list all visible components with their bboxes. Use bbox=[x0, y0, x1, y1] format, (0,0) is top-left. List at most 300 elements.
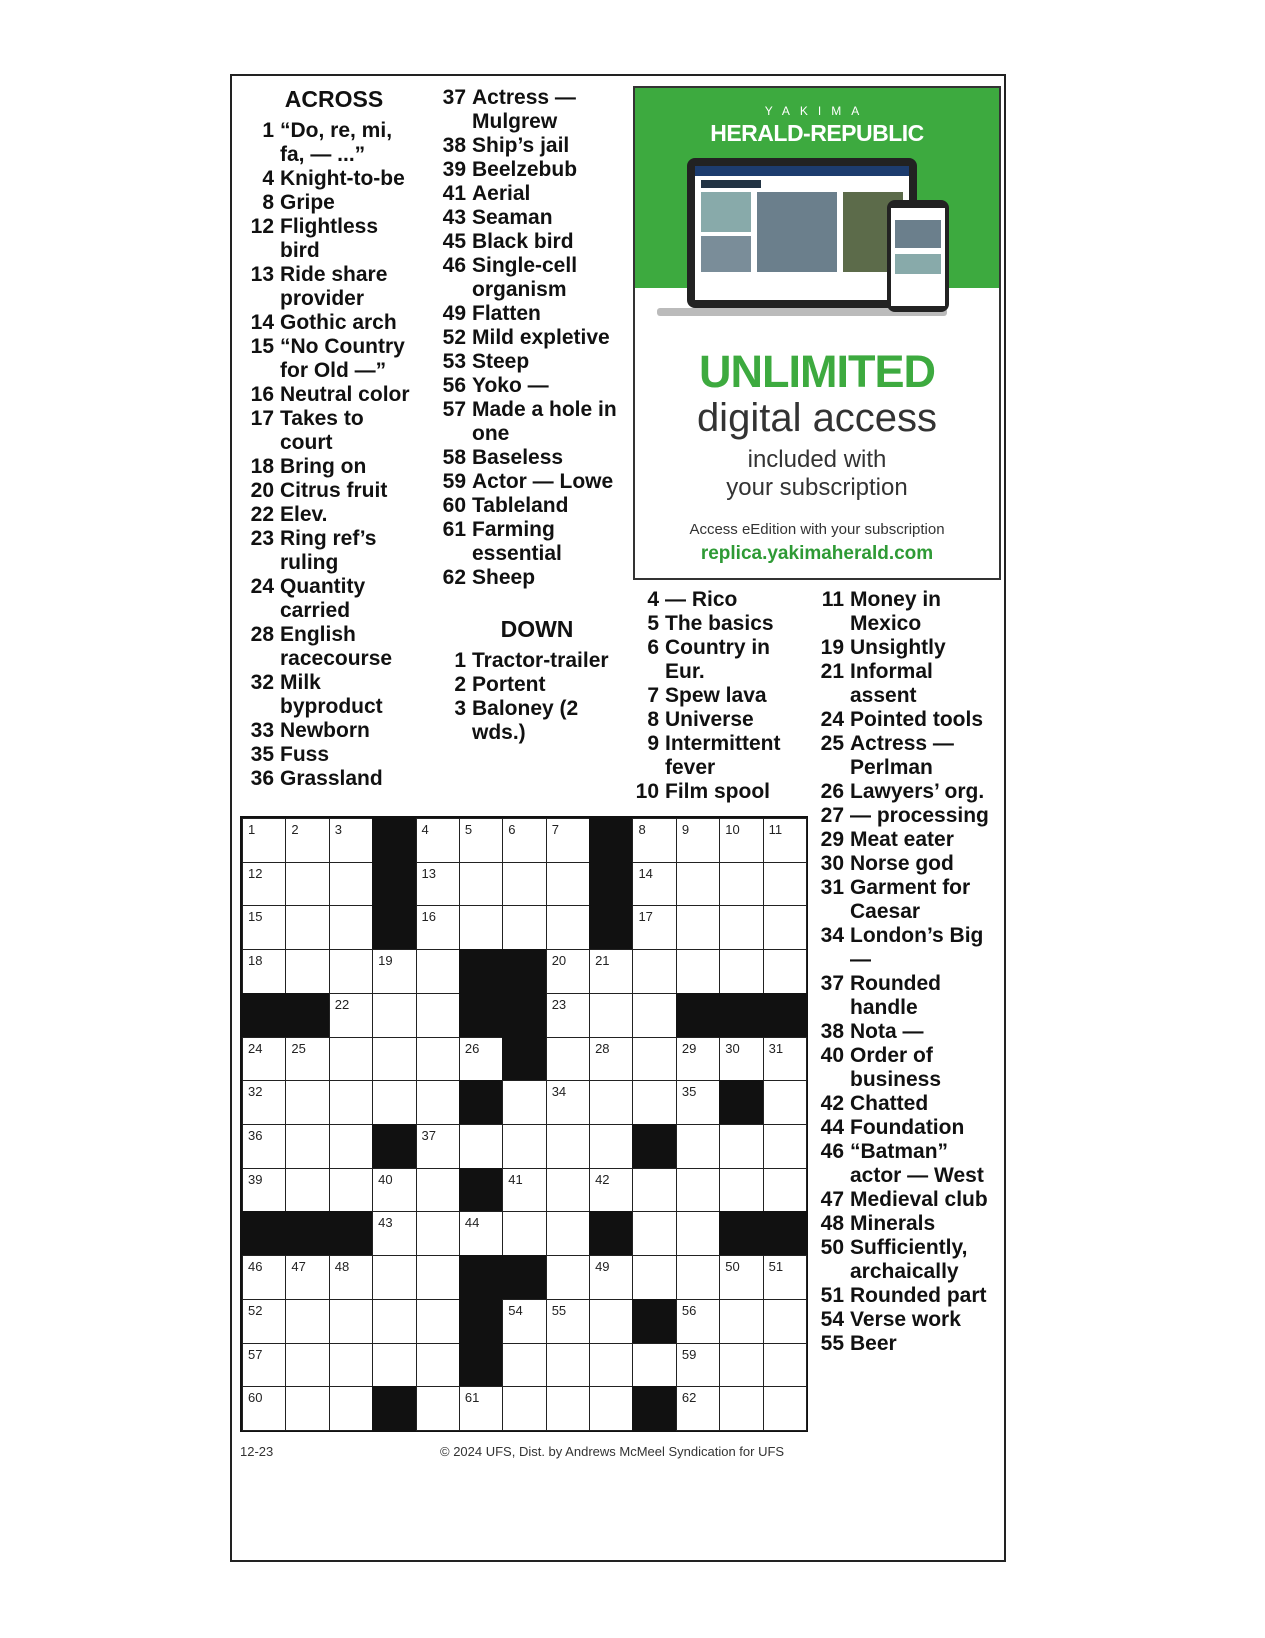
grid-cell[interactable] bbox=[242, 1299, 286, 1344]
grid-cell[interactable] bbox=[329, 862, 373, 907]
grid-cell[interactable] bbox=[372, 993, 416, 1038]
cell-number: 5 bbox=[464, 822, 473, 837]
clue-down-col4 bbox=[810, 1212, 1005, 1236]
clue-text: Verse work bbox=[850, 1308, 961, 1331]
grid-block bbox=[242, 993, 286, 1038]
grid-cell[interactable] bbox=[763, 1168, 807, 1213]
grid-cell[interactable] bbox=[719, 1037, 763, 1082]
grid-block bbox=[459, 1299, 503, 1344]
grid-cell[interactable] bbox=[763, 949, 807, 994]
clue-text: Informal assent bbox=[850, 660, 933, 707]
grid-cell[interactable] bbox=[285, 1386, 329, 1431]
cell-number: 50 bbox=[725, 1259, 740, 1275]
grid-cell[interactable] bbox=[676, 1124, 720, 1169]
grid-cell[interactable] bbox=[546, 1386, 590, 1431]
grid-cell[interactable] bbox=[502, 818, 546, 863]
cell-number: 61 bbox=[464, 1390, 480, 1406]
cell-number: 23 bbox=[551, 996, 567, 1012]
clue-text: Actress — Mulgrew bbox=[472, 86, 576, 133]
grid-cell[interactable] bbox=[676, 905, 720, 950]
clue-text: Beelzebub bbox=[472, 158, 578, 181]
grid-cell[interactable] bbox=[763, 1124, 807, 1169]
clue-text: Made a hole in one bbox=[472, 398, 617, 445]
grid-cell[interactable] bbox=[676, 1343, 720, 1388]
down-column-3 bbox=[625, 588, 805, 804]
clue-text: Ship’s jail bbox=[472, 134, 570, 157]
clue-text: Gripe bbox=[280, 191, 335, 214]
grid-cell[interactable] bbox=[502, 862, 546, 907]
grid-cell[interactable] bbox=[459, 905, 503, 950]
grid-cell[interactable] bbox=[589, 993, 633, 1038]
grid-cell[interactable] bbox=[242, 1255, 286, 1300]
grid-cell[interactable] bbox=[763, 1255, 807, 1300]
grid-cell[interactable] bbox=[589, 1080, 633, 1125]
grid-cell[interactable] bbox=[416, 1343, 460, 1388]
grid-block bbox=[719, 993, 763, 1038]
grid-cell[interactable] bbox=[285, 949, 329, 994]
clue-number: 47 bbox=[820, 1188, 844, 1211]
clue-down-col4 bbox=[810, 924, 1005, 972]
cell-number: 22 bbox=[334, 996, 350, 1012]
clue-text: Country in Eur. bbox=[665, 636, 770, 683]
grid-cell[interactable] bbox=[372, 1343, 416, 1388]
grid-cell[interactable] bbox=[329, 1386, 373, 1431]
clue-number: 38 bbox=[820, 1020, 844, 1043]
cell-number: 13 bbox=[421, 865, 436, 881]
cell-number: 57 bbox=[248, 1346, 263, 1362]
clue-number: 23 bbox=[250, 527, 274, 550]
clue-number: 25 bbox=[820, 732, 844, 755]
clue-text: Gothic arch bbox=[280, 311, 397, 334]
clue-number: 62 bbox=[442, 566, 466, 589]
clue-text: Seaman bbox=[472, 206, 553, 229]
cell-number: 10 bbox=[725, 822, 740, 837]
grid-cell[interactable] bbox=[285, 905, 329, 950]
grid-cell[interactable] bbox=[589, 1299, 633, 1344]
grid-cell[interactable] bbox=[459, 862, 503, 907]
grid-cell[interactable] bbox=[372, 1255, 416, 1300]
clue-number: 60 bbox=[442, 494, 466, 517]
clue-down-col4 bbox=[810, 852, 1005, 876]
grid-cell[interactable] bbox=[416, 1255, 460, 1300]
clue-text: Actor — Lowe bbox=[472, 470, 614, 493]
grid-cell[interactable] bbox=[416, 1211, 460, 1256]
grid-cell[interactable] bbox=[416, 1037, 460, 1082]
clue-across-col2 bbox=[432, 470, 622, 494]
grid-cell[interactable] bbox=[546, 1037, 590, 1082]
grid-cell[interactable] bbox=[676, 949, 720, 994]
grid-cell[interactable] bbox=[372, 949, 416, 994]
grid-cell[interactable] bbox=[502, 1124, 546, 1169]
grid-cell[interactable] bbox=[546, 1124, 590, 1169]
grid-cell[interactable] bbox=[329, 1255, 373, 1300]
grid-cell[interactable] bbox=[546, 949, 590, 994]
clue-text: Grassland bbox=[280, 767, 383, 790]
grid-cell[interactable] bbox=[285, 1037, 329, 1082]
grid-cell[interactable] bbox=[719, 818, 763, 863]
grid-cell[interactable] bbox=[329, 1168, 373, 1213]
grid-cell[interactable] bbox=[242, 905, 286, 950]
clue-down-col2 bbox=[432, 673, 622, 697]
grid-cell[interactable] bbox=[546, 1080, 590, 1125]
clue-across-col1 bbox=[240, 407, 410, 455]
grid-cell[interactable] bbox=[632, 818, 676, 863]
clue-text: Black bird bbox=[472, 230, 574, 253]
clue-across-col2 bbox=[432, 446, 622, 470]
cell-number: 42 bbox=[595, 1171, 610, 1187]
clue-number: 32 bbox=[250, 671, 274, 694]
ad-url-link[interactable]: replica.yakimaherald.com bbox=[700, 543, 934, 564]
grid-cell[interactable] bbox=[632, 1255, 676, 1300]
clue-text: Farming essential bbox=[472, 518, 562, 565]
grid-cell[interactable] bbox=[502, 1211, 546, 1256]
grid-cell[interactable] bbox=[676, 862, 720, 907]
clue-text: Sufficiently, archaically bbox=[850, 1236, 968, 1283]
clue-number: 33 bbox=[250, 719, 274, 742]
grid-block bbox=[676, 993, 720, 1038]
clue-down-col4 bbox=[810, 1236, 1005, 1284]
grid-cell[interactable] bbox=[763, 1080, 807, 1125]
clue-across-col1 bbox=[240, 383, 410, 407]
grid-cell[interactable] bbox=[372, 1080, 416, 1125]
clue-text: Ride share provider bbox=[280, 263, 388, 310]
clue-number: 26 bbox=[820, 780, 844, 803]
grid-cell[interactable] bbox=[329, 1299, 373, 1344]
clue-across-col2 bbox=[432, 182, 622, 206]
grid-cell[interactable] bbox=[242, 949, 286, 994]
clue-down-col4 bbox=[810, 660, 1005, 708]
grid-cell[interactable] bbox=[589, 1386, 633, 1431]
grid-cell[interactable] bbox=[285, 862, 329, 907]
grid-cell[interactable] bbox=[242, 862, 286, 907]
ad-headline: UNLIMITED bbox=[699, 346, 935, 397]
grid-cell[interactable] bbox=[546, 1168, 590, 1213]
clue-down-col3 bbox=[625, 732, 805, 780]
clue-number: 4 bbox=[262, 167, 274, 190]
clue-number: 41 bbox=[442, 182, 466, 205]
grid-cell[interactable] bbox=[676, 1037, 720, 1082]
grid-cell[interactable] bbox=[372, 1211, 416, 1256]
clue-number: 24 bbox=[820, 708, 844, 731]
grid-cell[interactable] bbox=[719, 1168, 763, 1213]
clue-number: 54 bbox=[820, 1308, 844, 1331]
grid-cell[interactable] bbox=[546, 1211, 590, 1256]
cell-number: 32 bbox=[248, 1084, 263, 1100]
grid-cell[interactable] bbox=[546, 818, 590, 863]
grid-block bbox=[589, 862, 633, 907]
grid-cell[interactable] bbox=[676, 818, 720, 863]
grid-cell[interactable] bbox=[416, 1386, 460, 1431]
grid-cell[interactable] bbox=[502, 905, 546, 950]
clue-number: 14 bbox=[250, 311, 274, 334]
clue-across-col2 bbox=[432, 398, 622, 446]
cell-number: 1 bbox=[248, 822, 256, 837]
grid-cell[interactable] bbox=[416, 993, 460, 1038]
grid-cell[interactable] bbox=[632, 905, 676, 950]
grid-cell[interactable] bbox=[285, 1168, 329, 1213]
clue-down-col4 bbox=[810, 1188, 1005, 1212]
clue-number: 3 bbox=[454, 697, 466, 720]
grid-block bbox=[459, 949, 503, 994]
grid-cell[interactable] bbox=[632, 949, 676, 994]
grid-cell[interactable] bbox=[329, 993, 373, 1038]
ad-your-subscription: your subscription bbox=[726, 474, 908, 501]
ad-included-with: included with bbox=[747, 446, 887, 473]
cell-number: 51 bbox=[768, 1259, 784, 1275]
cell-number: 7 bbox=[551, 822, 559, 837]
grid-cell[interactable] bbox=[763, 862, 807, 907]
grid-cell[interactable] bbox=[329, 1037, 373, 1082]
cell-number: 24 bbox=[248, 1040, 263, 1056]
clue-text: Flatten bbox=[472, 302, 541, 325]
grid-block bbox=[372, 818, 416, 863]
grid-cell[interactable] bbox=[285, 1124, 329, 1169]
clue-down-col3 bbox=[625, 684, 805, 708]
grid-cell[interactable] bbox=[242, 1080, 286, 1125]
cell-number: 47 bbox=[291, 1259, 306, 1275]
grid-block bbox=[372, 1386, 416, 1431]
clue-number: 36 bbox=[250, 767, 274, 790]
grid-cell[interactable] bbox=[763, 905, 807, 950]
clue-down-col3 bbox=[625, 612, 805, 636]
clue-number: 42 bbox=[820, 1092, 844, 1115]
cell-number: 30 bbox=[725, 1040, 740, 1056]
grid-cell[interactable] bbox=[329, 1124, 373, 1169]
cell-number: 37 bbox=[421, 1128, 436, 1143]
clue-text: Minerals bbox=[850, 1212, 936, 1235]
clue-number: 8 bbox=[647, 708, 659, 731]
grid-cell[interactable] bbox=[589, 949, 633, 994]
clue-across-col2 bbox=[432, 374, 622, 398]
clue-number: 16 bbox=[250, 383, 274, 406]
clue-text: Meat eater bbox=[850, 828, 954, 851]
clue-across-col1 bbox=[240, 191, 410, 215]
grid-cell[interactable] bbox=[372, 1299, 416, 1344]
grid-cell[interactable] bbox=[632, 862, 676, 907]
grid-cell[interactable] bbox=[502, 1080, 546, 1125]
grid-cell[interactable] bbox=[416, 1080, 460, 1125]
clue-down-col4 bbox=[810, 972, 1005, 1020]
cell-number: 52 bbox=[248, 1302, 263, 1318]
grid-cell[interactable] bbox=[719, 1124, 763, 1169]
grid-block bbox=[502, 1037, 546, 1082]
grid-cell[interactable] bbox=[676, 1168, 720, 1213]
grid-cell[interactable] bbox=[459, 818, 503, 863]
grid-cell[interactable] bbox=[632, 1343, 676, 1388]
grid-cell[interactable] bbox=[632, 993, 676, 1038]
crossword-grid[interactable] bbox=[240, 816, 808, 1432]
clue-text: Chatted bbox=[850, 1092, 929, 1115]
grid-cell[interactable] bbox=[285, 818, 329, 863]
grid-cell[interactable] bbox=[416, 949, 460, 994]
cell-number: 25 bbox=[291, 1040, 306, 1056]
clue-number: 19 bbox=[820, 636, 844, 659]
clue-text: Order of business bbox=[850, 1044, 942, 1091]
clue-down-col3 bbox=[625, 780, 805, 804]
grid-cell[interactable] bbox=[719, 862, 763, 907]
grid-cell[interactable] bbox=[763, 1299, 807, 1344]
grid-cell[interactable] bbox=[242, 1124, 286, 1169]
grid-cell[interactable] bbox=[329, 1080, 373, 1125]
grid-cell[interactable] bbox=[242, 1343, 286, 1388]
grid-cell[interactable] bbox=[329, 949, 373, 994]
clue-number: 5 bbox=[647, 612, 659, 635]
grid-block bbox=[763, 993, 807, 1038]
grid-block bbox=[459, 1080, 503, 1125]
grid-cell[interactable] bbox=[329, 818, 373, 863]
grid-cell[interactable] bbox=[589, 1343, 633, 1388]
grid-cell[interactable] bbox=[546, 1255, 590, 1300]
grid-cell[interactable] bbox=[632, 1168, 676, 1213]
clue-text: Norse god bbox=[850, 852, 954, 875]
grid-cell[interactable] bbox=[676, 1255, 720, 1300]
grid-cell[interactable] bbox=[285, 1343, 329, 1388]
cell-number: 14 bbox=[638, 865, 653, 881]
grid-cell[interactable] bbox=[329, 905, 373, 950]
across-column-1 bbox=[240, 86, 410, 791]
grid-cell[interactable] bbox=[632, 1080, 676, 1125]
clue-number: 38 bbox=[442, 134, 466, 157]
grid-cell[interactable] bbox=[285, 1255, 329, 1300]
clue-text: Flightless bird bbox=[280, 215, 379, 262]
clue-across-col1 bbox=[240, 767, 410, 791]
grid-cell[interactable] bbox=[546, 1299, 590, 1344]
clue-across-col1 bbox=[240, 479, 410, 503]
grid-cell[interactable] bbox=[459, 1386, 503, 1431]
cell-number: 31 bbox=[768, 1040, 784, 1056]
grid-cell[interactable] bbox=[546, 862, 590, 907]
grid-cell[interactable] bbox=[763, 1343, 807, 1388]
clue-down-col4 bbox=[810, 708, 1005, 732]
grid-cell[interactable] bbox=[719, 1386, 763, 1431]
clue-number: 61 bbox=[442, 518, 466, 541]
grid-cell[interactable] bbox=[502, 1386, 546, 1431]
clue-number: 44 bbox=[820, 1116, 844, 1139]
grid-cell[interactable] bbox=[763, 1386, 807, 1431]
clue-text: Lawyers’ org. bbox=[850, 780, 985, 803]
clue-across-col2 bbox=[432, 206, 622, 230]
grid-cell[interactable] bbox=[546, 1343, 590, 1388]
cell-number: 46 bbox=[248, 1259, 263, 1275]
ad-brand-logo: HERALD-REPUBLIC bbox=[710, 120, 924, 146]
cell-number: 11 bbox=[768, 822, 783, 837]
grid-cell[interactable] bbox=[763, 818, 807, 863]
grid-cell[interactable] bbox=[242, 1386, 286, 1431]
clue-down-col4 bbox=[810, 1284, 1005, 1308]
grid-cell[interactable] bbox=[632, 1211, 676, 1256]
grid-cell[interactable] bbox=[502, 1299, 546, 1344]
grid-cell[interactable] bbox=[719, 1299, 763, 1344]
cell-number: 44 bbox=[464, 1215, 480, 1231]
grid-cell[interactable] bbox=[719, 1343, 763, 1388]
grid-cell[interactable] bbox=[416, 862, 460, 907]
grid-cell[interactable] bbox=[285, 1080, 329, 1125]
clue-across-col1 bbox=[240, 503, 410, 527]
clue-number: 48 bbox=[820, 1212, 844, 1235]
grid-cell[interactable] bbox=[416, 818, 460, 863]
clue-number: 49 bbox=[442, 302, 466, 325]
grid-cell[interactable] bbox=[459, 1037, 503, 1082]
clue-text: Garment for Caesar bbox=[850, 876, 971, 923]
grid-cell[interactable] bbox=[763, 1037, 807, 1082]
clue-across-col1 bbox=[240, 671, 410, 719]
grid-cell[interactable] bbox=[676, 1080, 720, 1125]
grid-cell[interactable] bbox=[589, 1255, 633, 1300]
cell-number: 9 bbox=[681, 822, 690, 837]
clue-text: Aerial bbox=[472, 182, 531, 205]
clue-across-col1 bbox=[240, 575, 410, 623]
grid-cell[interactable] bbox=[459, 1211, 503, 1256]
clue-number: 10 bbox=[635, 780, 659, 803]
clue-text: Intermittent fever bbox=[665, 732, 781, 779]
grid-cell[interactable] bbox=[242, 1037, 286, 1082]
clue-number: 1 bbox=[454, 649, 466, 672]
grid-cell[interactable] bbox=[546, 905, 590, 950]
grid-cell[interactable] bbox=[416, 1124, 460, 1169]
grid-cell[interactable] bbox=[416, 1299, 460, 1344]
cell-number: 34 bbox=[551, 1084, 567, 1100]
clue-across-col2 bbox=[432, 254, 622, 302]
clue-down-col3 bbox=[625, 636, 805, 684]
cell-number: 62 bbox=[681, 1390, 697, 1406]
grid-cell[interactable] bbox=[242, 1168, 286, 1213]
grid-cell[interactable] bbox=[372, 1037, 416, 1082]
grid-cell[interactable] bbox=[242, 818, 286, 863]
clue-across-col2 bbox=[432, 326, 622, 350]
grid-block bbox=[632, 1124, 676, 1169]
grid-cell[interactable] bbox=[676, 1211, 720, 1256]
clue-number: 28 bbox=[250, 623, 274, 646]
clue-text: Rounded handle bbox=[850, 972, 941, 1019]
grid-cell[interactable] bbox=[329, 1343, 373, 1388]
clue-text: Foundation bbox=[850, 1116, 965, 1139]
clue-text: Fuss bbox=[280, 743, 330, 766]
grid-cell[interactable] bbox=[546, 993, 590, 1038]
grid-cell[interactable] bbox=[372, 1168, 416, 1213]
clue-text: Pointed tools bbox=[850, 708, 983, 731]
clue-text: Takes to court bbox=[280, 407, 364, 454]
clue-down-col4 bbox=[810, 1140, 1005, 1188]
clue-text: Sheep bbox=[472, 566, 536, 589]
grid-cell[interactable] bbox=[459, 1124, 503, 1169]
grid-cell[interactable] bbox=[676, 1386, 720, 1431]
clue-across-col2 bbox=[432, 134, 622, 158]
grid-cell[interactable] bbox=[416, 1168, 460, 1213]
grid-cell[interactable] bbox=[676, 1299, 720, 1344]
grid-cell[interactable] bbox=[632, 1037, 676, 1082]
grid-cell[interactable] bbox=[719, 949, 763, 994]
clue-across-col1 bbox=[240, 311, 410, 335]
grid-cell[interactable] bbox=[719, 905, 763, 950]
grid-cell[interactable] bbox=[285, 1299, 329, 1344]
grid-cell[interactable] bbox=[589, 1037, 633, 1082]
grid-cell[interactable] bbox=[502, 1168, 546, 1213]
grid-block bbox=[502, 949, 546, 994]
clue-down-col4 bbox=[810, 1092, 1005, 1116]
grid-cell[interactable] bbox=[502, 1343, 546, 1388]
clue-text: Beer bbox=[850, 1332, 897, 1355]
clue-across-col1 bbox=[240, 215, 410, 263]
grid-cell[interactable] bbox=[416, 905, 460, 950]
grid-cell[interactable] bbox=[589, 1124, 633, 1169]
grid-cell[interactable] bbox=[589, 1168, 633, 1213]
clue-text: The basics bbox=[665, 612, 774, 635]
subscription-ad[interactable] bbox=[633, 86, 1001, 580]
clue-number: 29 bbox=[820, 828, 844, 851]
grid-block bbox=[372, 905, 416, 950]
clue-number: 6 bbox=[647, 636, 659, 659]
grid-cell[interactable] bbox=[719, 1255, 763, 1300]
